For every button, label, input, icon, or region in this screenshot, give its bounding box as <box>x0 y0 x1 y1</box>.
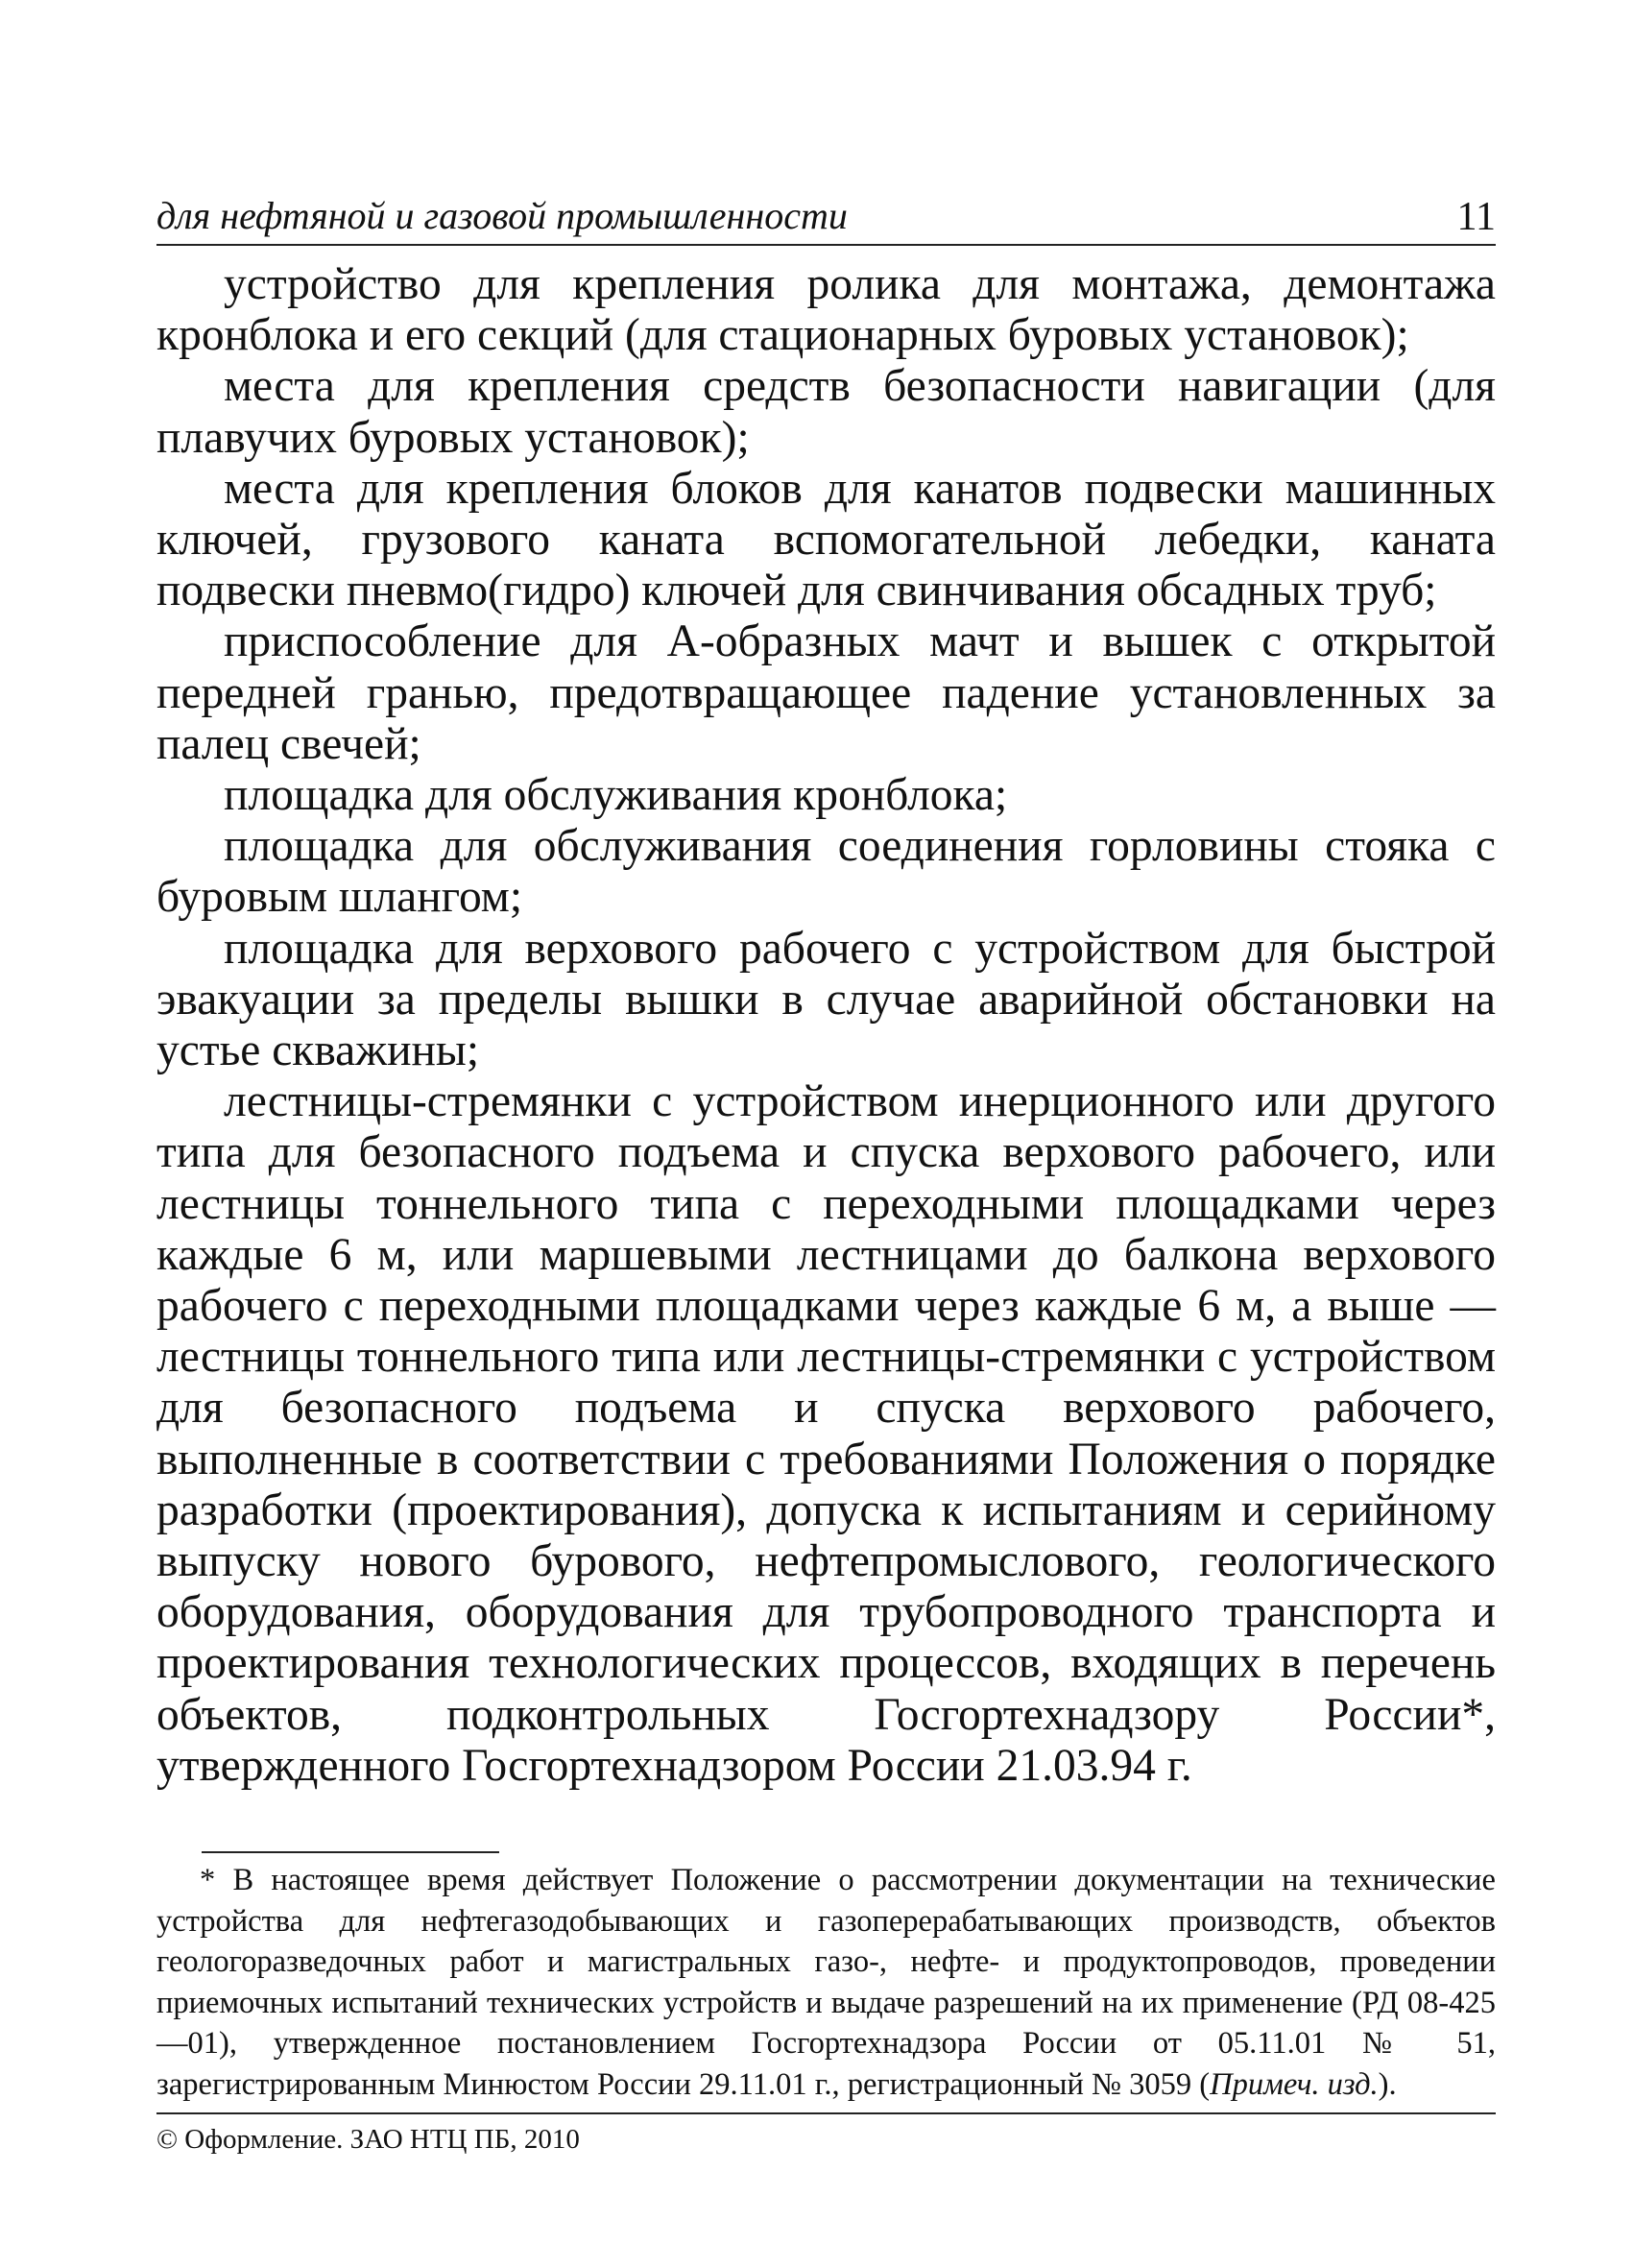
footnote-separator <box>202 1851 499 1853</box>
main-text <box>156 259 1496 1792</box>
paragraph-5: площадка для обслуживания кронблока; <box>224 770 1008 821</box>
copyright-notice: © Оформление. ЗАО НТЦ ПБ, 2010 <box>156 2124 580 2155</box>
running-header-title: для нефтяной и газовой промышленности <box>156 194 848 237</box>
paragraph-4: приспособление для А-образных мачт и вышек с открытой передней гранью, предотвращающее падение установленных за палец свечей; <box>156 616 1496 769</box>
paragraph-2: места для крепления средств безопасности навигации (для плавучих буровых установок); <box>156 361 1496 463</box>
footnote-editor-note: Примеч. изд. <box>1210 2066 1379 2102</box>
paragraph-6: площадка для обслуживания соединения горловины стояка с буровым шлангом; <box>156 821 1496 923</box>
footnote-paragraph <box>156 1860 1496 2105</box>
running-header <box>156 186 1496 246</box>
footnote-text: * В настоящее время действует Положение о рассмотрении документации на технические устройства для нефтегазодобывающих и газоперерабатывающих производств, объектов геологоразведочных работ и магистральных газо-, нефте- и продуктопроводов, проведении приемочных испытаний технических устройств и выдаче разрешений на их применение (РД 08-425—01), утвержденное постановлением Госгортехнадзора России от 05.11.01 № 51, зарегистрированным Минюстом России 29.11.01 г., регистрационный № 3059 ( <box>156 1863 1496 2102</box>
footer-separator <box>156 2112 1496 2114</box>
paragraph-7: площадка для верхового рабочего с устройством для быстрой эвакуации за пределы вышки в случае аварийной обстановки на устье скважины; <box>156 923 1496 1076</box>
footnote <box>156 1860 1496 2105</box>
paragraph-8: лестницы-стремянки с устройством инерционного или другого типа для безопасного подъема и спуска верхового рабочего, или лестницы тоннельного типа с переходными площадками через каждые 6 м, или маршевыми лестницами до балкона верхового рабочего с переходными площадками через каждые 6 м, а выше — лестницы тоннельного типа или лестницы-стремянки с устройством для безопасного подъема и спуска верхового рабочего, выполненные в соответствии с требованиями Положения о порядке разработки (проектирования), допуска к испытаниям и серийному выпуску нового бурового, нефтепромыслового, геологического оборудования, оборудования для трубопроводного транспорта и проектирования технологических процессов, входящих в перечень объектов, подконтрольных Госгортехнадзору России*, утвержденного Госгортехнадзором России 21.03.94 г. <box>156 1076 1496 1791</box>
page-number: 11 <box>1456 195 1496 239</box>
paragraph-3: места для крепления блоков для канатов подвески машинных ключей, грузового каната вспомогательной лебедки, каната подвески пневмо(гидро) ключей для свинчивания обсадных труб; <box>156 463 1496 616</box>
footnote-closing: ). <box>1378 2066 1397 2102</box>
paragraph-1: устройство для крепления ролика для монтажа, демонтажа кронблока и его секций (для стационарных буровых установок); <box>156 259 1496 361</box>
